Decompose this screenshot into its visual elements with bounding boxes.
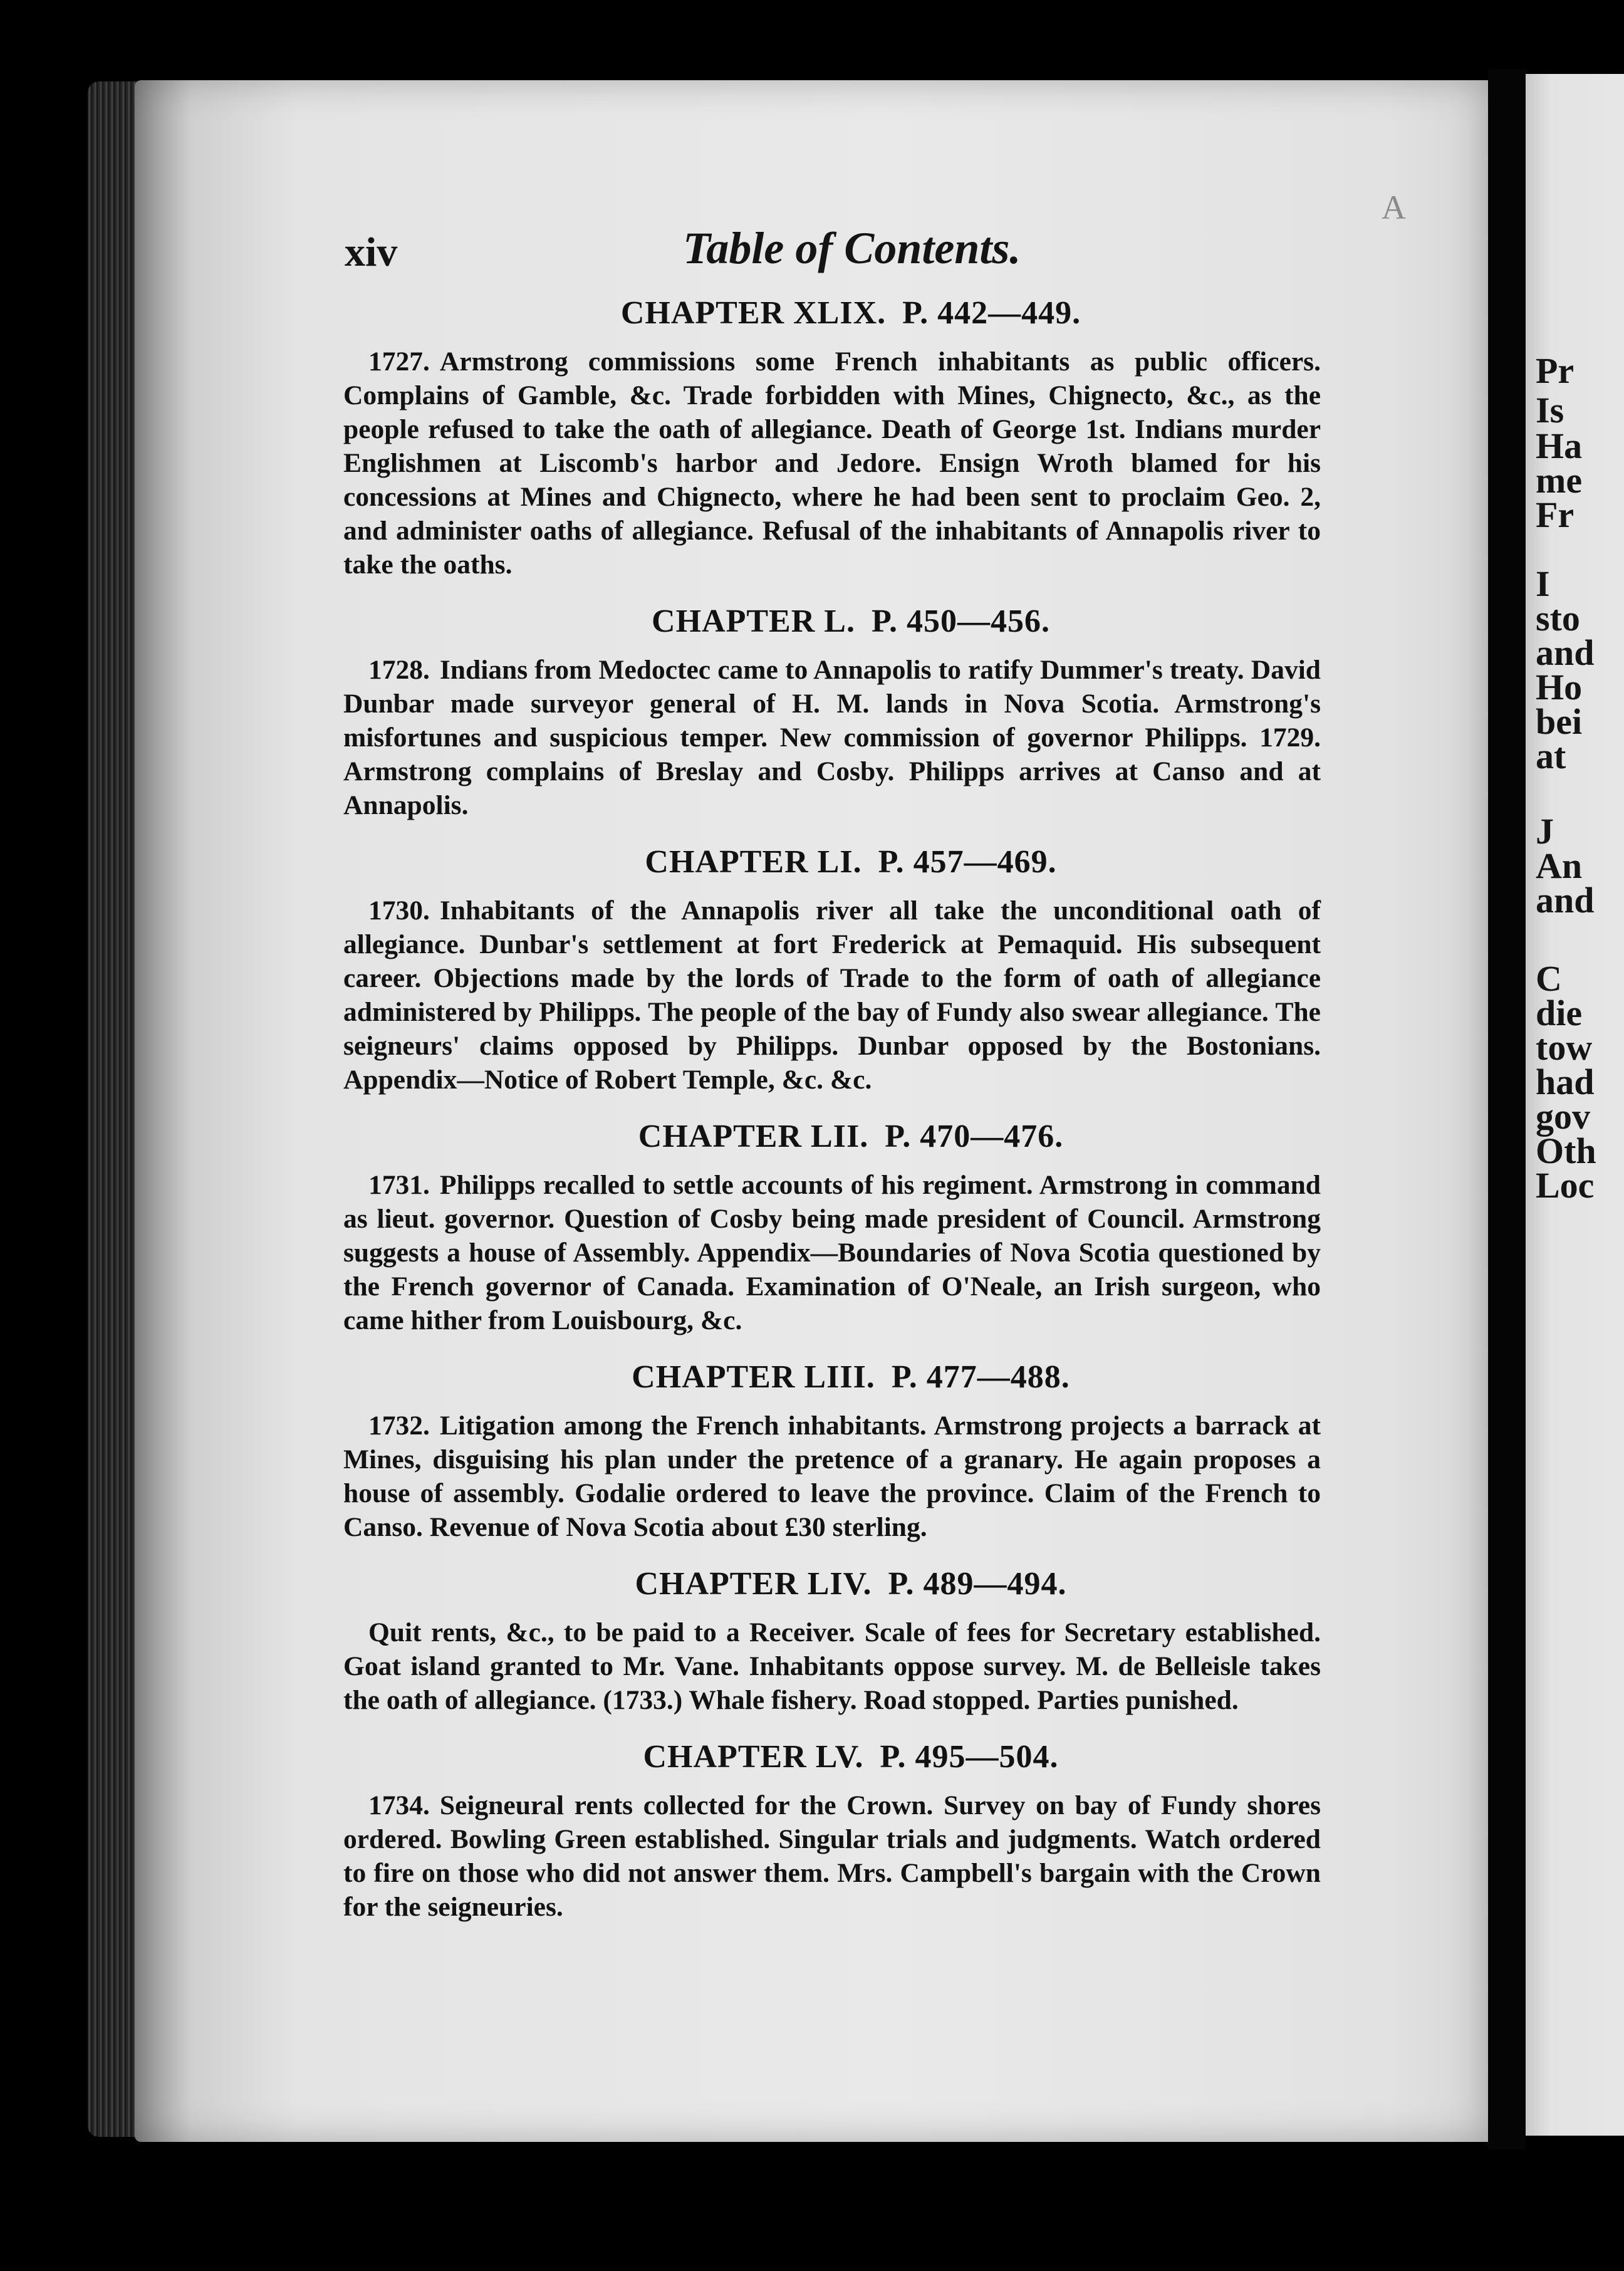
fragment-text: Oth [1536, 1130, 1596, 1171]
chapter-summary-text: Armstrong commissions some French inhabitants as public officers. Complains of Gamble, &c. Trade forbidden with Mines, Chignecto, &c., as the people refused to take the oath of allegiance. Death of George 1st. Indians murder Englishmen at Liscomb's harbor and Jedore. Ensign Wroth blamed for his concessions at Mines and Chignecto, where he had been sent to proclaim Geo. 2, and administer oaths of allegiance. Refusal of the inhabitants of Annapolis river to take the oaths. [343, 347, 1321, 580]
running-title: Table of Contents. [683, 223, 1021, 273]
fragment-text: Fr [1536, 494, 1575, 535]
chapter-entry [343, 843, 1321, 1097]
fragment-text: had [1536, 1062, 1595, 1102]
chapter-entry [343, 1738, 1321, 1924]
chapter-summary-text: Seigneural rents collected for the Crown. Survey on bay of Fundy shores ordered. Bowling Green established. Singular trials and judgments. Watch ordered to fire on those who did not answer them. Mrs. Campbell's bargain with the Crown for the seigneuries. [343, 1790, 1321, 1922]
chapter-year: 1734. [368, 1790, 430, 1820]
chapter-entry [343, 295, 1321, 582]
chapter-title: CHAPTER LII. [638, 1119, 869, 1154]
chapter-entry [343, 603, 1321, 822]
chapter-summary [343, 345, 1321, 582]
chapter-year: 1727. [368, 347, 430, 377]
chapter-pages: P. 470—476. [885, 1119, 1064, 1154]
chapter-title: CHAPTER LIII. [632, 1359, 875, 1395]
chapter-title: CHAPTER L. [652, 603, 855, 639]
chapter-title: CHAPTER LV. [643, 1739, 864, 1775]
chapter-heading [343, 1118, 1321, 1156]
fragment-text: I [1536, 563, 1550, 604]
fragment-text: Ho [1536, 667, 1583, 707]
chapter-heading [343, 1565, 1321, 1603]
fragment-text: Is [1536, 390, 1564, 431]
fragment-text: Pr [1536, 350, 1575, 391]
chapter-pages: P. 495—504. [880, 1739, 1059, 1775]
chapter-summary-text: Indians from Medoctec came to Annapolis to ratify Dummer's treaty. David Dunbar made surveyor general of H. M. lands in Nova Scotia. Armstrong's misfortunes and suspicious temper. New commission of governor Philipps. 1729. Armstrong complains of Breslay and Cosby. Philipps arrives at Canso and at Annapolis. [343, 655, 1321, 820]
fragment-text: at [1536, 736, 1566, 776]
chapter-entry [343, 1565, 1321, 1717]
chapter-title: CHAPTER XLIX. [620, 295, 887, 331]
chapter-heading [343, 843, 1321, 881]
fragment-text: and [1536, 880, 1595, 921]
adjacent-page-fragment [1526, 74, 1624, 2136]
chapter-heading [343, 295, 1321, 332]
chapter-pages: P. 457—469. [878, 844, 1057, 880]
corner-mark: A [1382, 189, 1406, 226]
fragment-text: gov [1536, 1096, 1590, 1137]
chapter-entry [343, 1359, 1321, 1544]
fragment-text: C [1536, 958, 1562, 999]
chapter-summary [343, 653, 1321, 822]
fragment-text: bei [1536, 701, 1583, 742]
fragment-text: An [1536, 845, 1583, 886]
fragment-text: tow [1536, 1027, 1593, 1068]
chapter-year: 1730. [368, 895, 430, 926]
chapter-summary-text: Philipps recalled to settle accounts of his regiment. Armstrong in command as lieut. governor. Question of Cosby being made president of Council. Armstrong suggests a house of Assembly. Appendix—Boundaries of Nova Scotia questioned by the French governor of Canada. Examination of O'Neale, an Irish surgeon, who came hither from Louisbourg, &c. [343, 1170, 1321, 1335]
fragment-text: and [1536, 632, 1595, 673]
chapter-title: CHAPTER LI. [645, 844, 862, 880]
book-gutter [1488, 69, 1526, 2149]
fragment-text: sto [1536, 598, 1580, 639]
chapter-title: CHAPTER LIV. [635, 1566, 872, 1602]
fragment-text: Loc [1536, 1165, 1595, 1206]
chapter-summary [343, 1168, 1321, 1337]
fragment-text: Ha [1536, 425, 1583, 466]
chapter-entry [343, 1118, 1321, 1337]
chapter-heading [343, 1359, 1321, 1396]
table-of-contents [343, 295, 1321, 1945]
chapter-summary-text: Litigation among the French inhabitants. Armstrong projects a barrack at Mines, disguising his plan under the pretence of a granary. He again proposes a house of assembly. Godalie ordered to leave the province. Claim of the French to Canso. Revenue of Nova Scotia about £30 sterling. [343, 1411, 1321, 1542]
chapter-summary [343, 1616, 1321, 1717]
chapter-year: 1728. [368, 655, 430, 685]
chapter-summary [343, 1788, 1321, 1924]
chapter-pages: P. 477—488. [891, 1359, 1070, 1395]
chapter-summary [343, 894, 1321, 1097]
page-header [345, 222, 1322, 291]
chapter-year: 1731. [368, 1170, 430, 1200]
fragment-text: me [1536, 460, 1583, 501]
chapter-summary-text: Inhabitants of the Annapolis river all take the unconditional oath of allegiance. Dunbar's settlement at fort Frederick at Pemaquid. His subsequent career. Objections made by the lords of Trade to the form of oath of allegiance administered by Philipps. The people of the bay of Fundy also swear allegiance. The seigneurs' claims opposed by Philipps. Dunbar opposed by the Bostonians. Appendix—Notice of Robert Temple, &c. &c. [343, 895, 1321, 1095]
fragment-text: J [1536, 811, 1554, 852]
chapter-heading [343, 1738, 1321, 1776]
chapter-heading [343, 603, 1321, 640]
chapter-pages: P. 489—494. [888, 1566, 1067, 1602]
chapter-year: 1732. [368, 1411, 430, 1441]
chapter-pages: P. 450—456. [871, 603, 1050, 639]
fragment-text: die [1536, 993, 1583, 1033]
page-number: xiv [345, 229, 398, 275]
chapter-summary [343, 1409, 1321, 1544]
chapter-pages: P. 442—449. [902, 295, 1081, 331]
chapter-summary-text: Quit rents, &c., to be paid to a Receiver. Scale of fees for Secretary established. Goat island granted to Mr. Vane. Inhabitants oppose survey. M. de Belleisle takes the oath of allegiance. (1733.) Whale fishery. Road stopped. Parties punished. [343, 1617, 1321, 1715]
